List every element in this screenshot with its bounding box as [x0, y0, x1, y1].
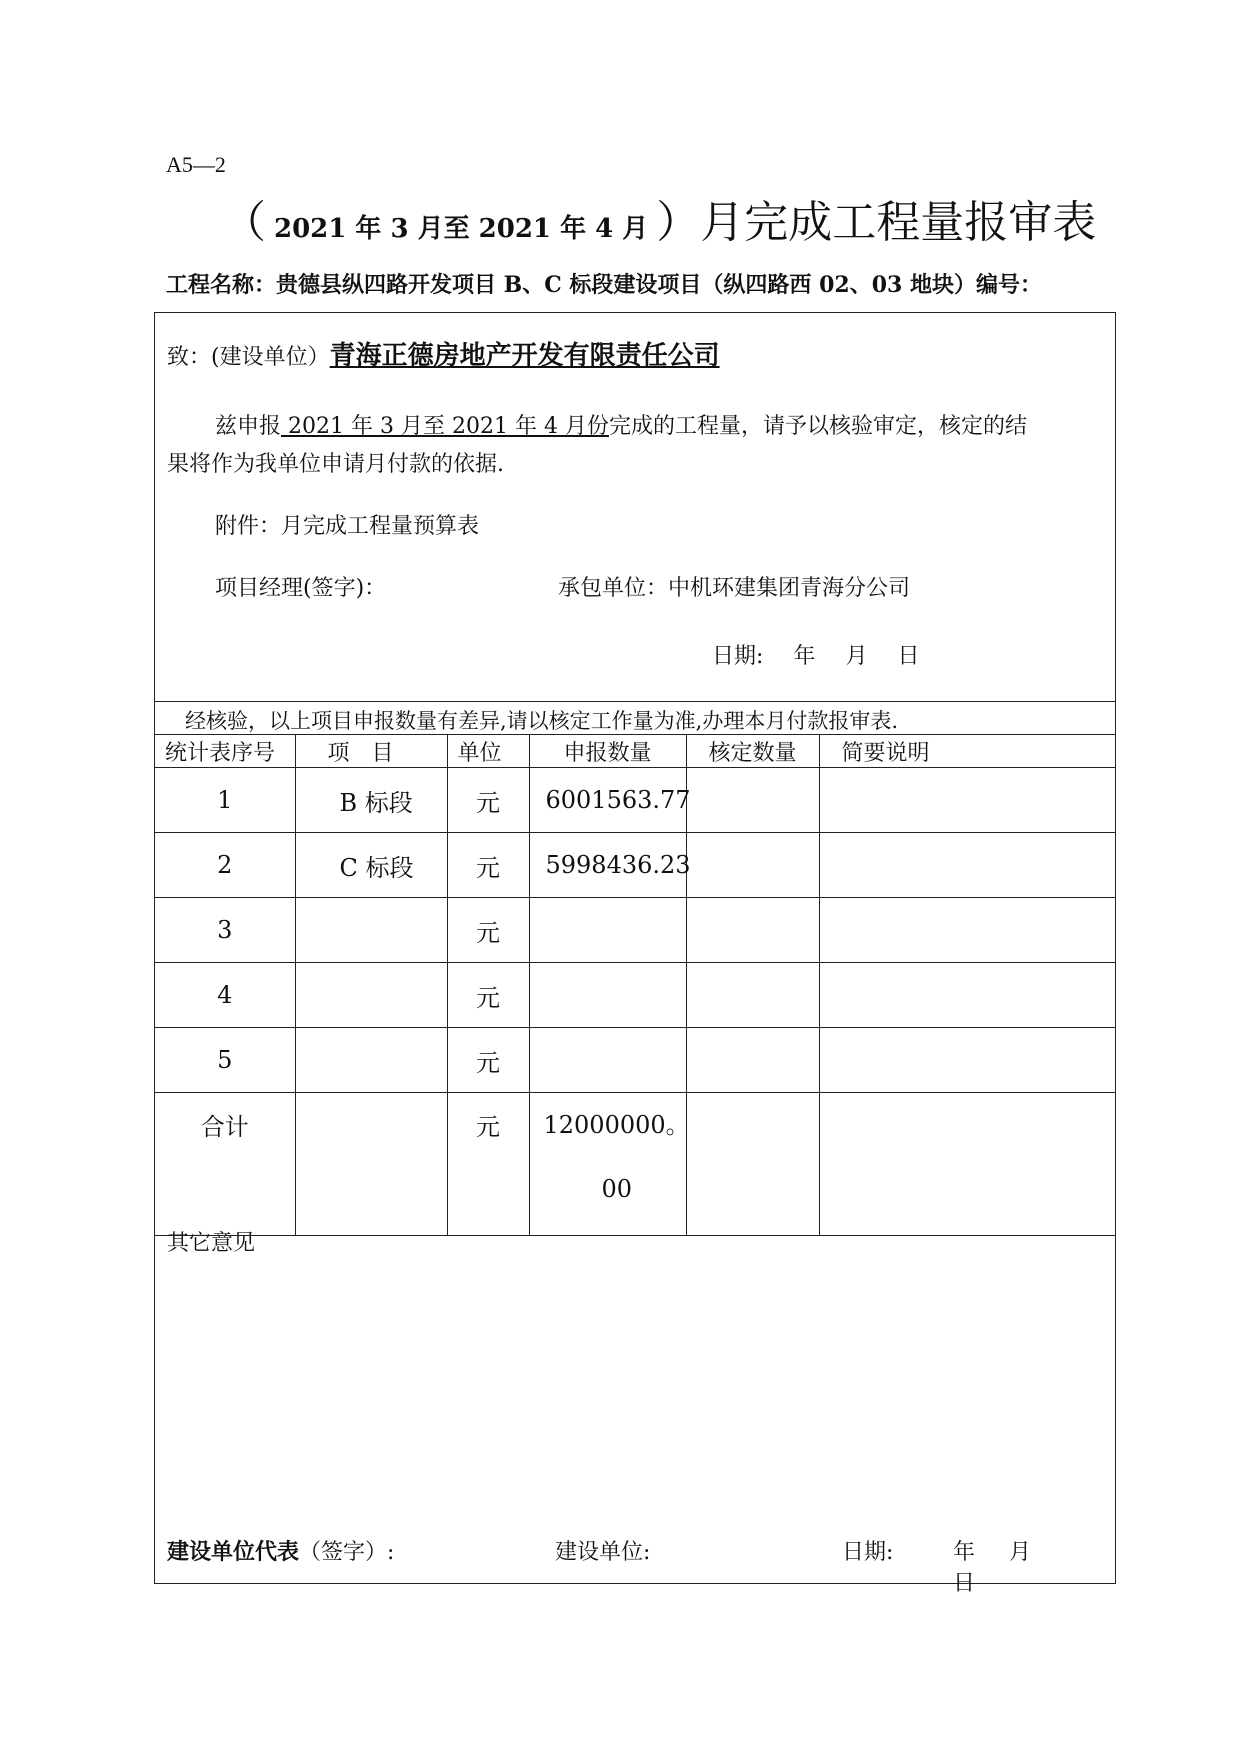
total-declared — [529, 1093, 690, 1236]
row-no: 5 — [155, 1028, 295, 1093]
declaration-suffix: 完成的工程量，请予以核验审定，核定的结 — [608, 414, 1027, 439]
owner-unit-label: 建设单位: — [555, 1540, 651, 1565]
title-close-paren: ） — [656, 197, 701, 248]
declaration-period: 2021 年 3 月至 2021 年 4 月份 — [281, 414, 609, 439]
form-box — [154, 312, 1116, 1596]
row-approved — [686, 1028, 819, 1093]
total-label: 合计 — [155, 1093, 295, 1236]
table-total-row — [155, 1093, 1115, 1236]
row-approved — [686, 768, 819, 833]
row-unit: 元 — [447, 1028, 529, 1093]
footer-date-day: 日 — [953, 1571, 976, 1596]
row-note — [819, 833, 1115, 898]
header-cell: 统计表序号 — [155, 735, 295, 768]
row-item — [295, 1028, 447, 1093]
total-declared-line-2: 00 — [601, 1175, 633, 1203]
total-item — [295, 1093, 447, 1236]
row-declared: 5998436.23 — [529, 833, 686, 898]
date-line — [712, 639, 919, 670]
contractor-text: 承包单位：中机环建集团青海分公司 — [558, 576, 911, 601]
row-declared — [529, 898, 686, 963]
row-no: 1 — [155, 768, 295, 833]
row-note — [819, 963, 1115, 1028]
row-note — [819, 768, 1115, 833]
header-cell: 单位 — [447, 735, 529, 768]
row-note — [819, 898, 1115, 963]
page-title — [222, 186, 1096, 250]
review-note-row — [155, 701, 1115, 734]
total-declared-line-1: 12000000。 — [543, 1111, 690, 1139]
row-declared — [529, 963, 686, 1028]
quantity-table — [155, 734, 1115, 1236]
review-note: 经核验，以上项目申报数量有差异,请以核定工作量为准,办理本月付款报审表. — [185, 709, 899, 733]
row-unit: 元 — [447, 833, 529, 898]
attachment-text: 附件：月完成工程量预算表 — [215, 514, 480, 539]
header-cell: 申报数量 — [529, 735, 686, 768]
date-label: 日期: — [712, 644, 764, 669]
row-approved — [686, 833, 819, 898]
total-approved — [686, 1093, 819, 1236]
footer-date — [953, 1535, 1107, 1597]
row-no: 4 — [155, 963, 295, 1028]
other-opinion-label: 其它意见 — [167, 1231, 256, 1256]
table-row — [155, 833, 1115, 898]
table-row — [155, 963, 1115, 1028]
signature-footer — [167, 1535, 1107, 1596]
row-approved — [686, 898, 819, 963]
row-item: B 标段 — [295, 768, 447, 833]
declaration-line-2: 果将作为我单位申请月付款的依据. — [167, 452, 504, 477]
row-item — [295, 963, 447, 1028]
form-code: A5—2 — [166, 152, 226, 177]
owner-rep-sign-hint: （签字）: — [299, 1540, 395, 1565]
date-year: 年 — [793, 644, 816, 669]
declaration-line-1 — [215, 409, 1027, 440]
header-cell: 项 目 — [295, 735, 447, 768]
owner-rep-signature — [167, 1535, 394, 1566]
declaration-prefix: 兹申报 — [215, 414, 282, 439]
row-note — [819, 1028, 1115, 1093]
row-declared: 6001563.77 — [529, 768, 686, 833]
row-unit: 元 — [447, 963, 529, 1028]
date-month: 月 — [845, 644, 868, 669]
table-header-row — [155, 735, 1115, 768]
date-day: 日 — [897, 644, 920, 669]
row-declared — [529, 1028, 686, 1093]
table-row — [155, 898, 1115, 963]
header-cell: 核定数量 — [686, 735, 819, 768]
title-main: 月完成工程量报审表 — [700, 197, 1097, 248]
row-no: 3 — [155, 898, 295, 963]
row-item — [295, 898, 447, 963]
row-approved — [686, 963, 819, 1028]
total-unit: 元 — [447, 1093, 529, 1236]
total-note — [819, 1093, 1115, 1236]
title-open-paren: （ — [222, 197, 266, 248]
project-line: 工程名称：贵德县纵四路开发项目 B、C 标段建设项目（纵四路西 02、03 地块）编号： — [166, 272, 1042, 298]
row-no: 2 — [155, 833, 295, 898]
owner-rep-label: 建设单位代表 — [167, 1539, 300, 1565]
row-unit: 元 — [447, 898, 529, 963]
title-period: 2021 年 3 月至 2021 年 4 月 — [274, 214, 649, 244]
addressee-company: 青海正德房地产开发有限责任公司 — [329, 341, 720, 371]
table-row — [155, 1028, 1115, 1093]
footer-date-year: 年 — [953, 1540, 976, 1565]
footer-date-label: 日期: — [842, 1540, 894, 1565]
header-cell: 简要说明 — [819, 735, 1115, 768]
manager-signature-label: 项目经理(签字)： — [215, 576, 387, 601]
footer-date-month: 月 — [1009, 1540, 1032, 1565]
addressee-label: 致：(建设单位） — [167, 345, 330, 370]
row-item: C 标段 — [295, 833, 447, 898]
row-unit: 元 — [447, 768, 529, 833]
table-row — [155, 768, 1115, 833]
addressee — [167, 335, 720, 372]
